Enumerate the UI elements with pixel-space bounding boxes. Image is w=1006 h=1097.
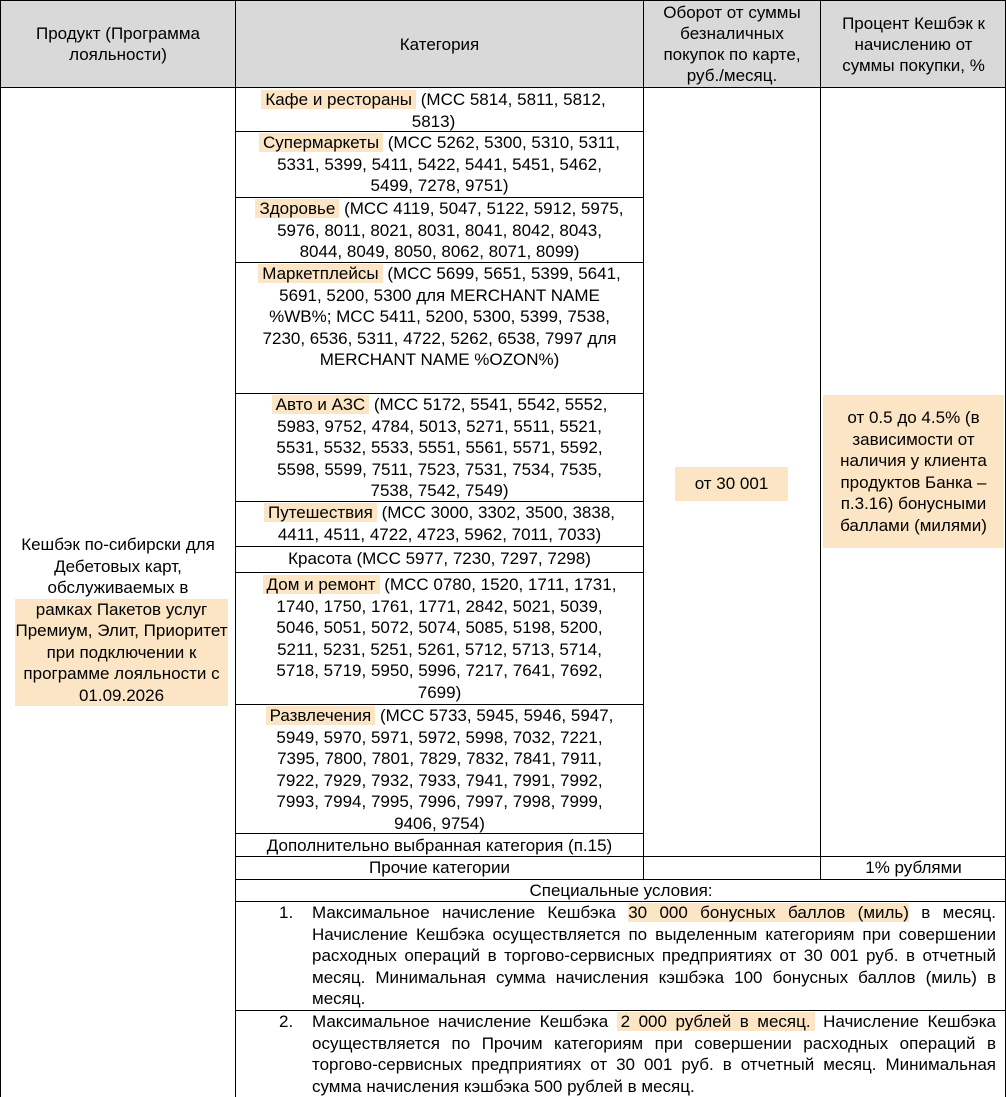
border-header-bottom (0, 87, 1006, 88)
item-text: в месяц. Начисление Кешбэка осуществляется по выделенным категориям при совершении расходных операций в торгово-сервисных предприятиях от 30 001 руб. в отчетный месяц. Минимальная сумма начисления кэшбэка 100 бонусных баллов (миль) в месяц. (312, 903, 996, 1008)
category-auto (236, 394, 643, 502)
border-row (236, 704, 643, 705)
border-col3 (820, 0, 821, 879)
special-title (236, 880, 1006, 902)
percent-other-label: 1% рублями (865, 858, 962, 877)
other-categories-label: Прочие категории (369, 858, 510, 877)
category-codes: Дополнительно выбранная категория (п.15) (266, 836, 613, 855)
header-turnover (643, 0, 821, 88)
category-codes: (MCC 5699, 5651, 5399, 5641, 5691, 5200, 5300 для MERCHANT NAME %WB%; MCC 5411, 5200, 5300, 5399, 7538, 7230, 6536, 5311, 4722, 5262, 6538, 7997 для MERCHANT NAME %OZON%) (262, 264, 621, 369)
category-cafe (236, 89, 643, 132)
turnover-value (675, 467, 788, 501)
header-percent-label: Процент Кешбэк к начислению от суммы покупки, % (842, 13, 985, 75)
special-item-2 (236, 1011, 1006, 1097)
category-home (236, 574, 643, 703)
special-item-1 (236, 902, 1006, 1010)
category-marketplaces (236, 263, 643, 371)
percent-main (823, 395, 1004, 548)
product-description (0, 534, 236, 706)
item-text: Максимальное начисление Кешбэка (312, 903, 629, 922)
item-number: 1. (279, 903, 294, 922)
border-row (236, 572, 643, 573)
category-name: Путешествия (264, 503, 377, 522)
border-row (236, 262, 643, 263)
category-health (236, 198, 643, 263)
border-col1 (235, 0, 236, 1097)
header-percent (821, 0, 1006, 88)
category-codes: (MCC 0780, 1520, 1711, 1731, 1740, 1750, 1761, 1771, 2842, 5021, 5039, 5046, 5051, 5072, 5074, 5085, 5198, 5200, 5211, 5231, 5251, 5261, 5712, 5713, 5714, 5718, 5719, 5950, 5996, 7217, 7641, 7692, 7699) (276, 575, 617, 702)
category-codes: (MCC 5262, 5300, 5310, 5311, 5331, 5399, 5411, 5422, 5441, 5451, 5462, 5499, 7278, 9751) (277, 133, 620, 195)
border-row (236, 856, 1006, 857)
item-highlight: 2 000 рублей в месяц. (617, 1012, 815, 1031)
percent-other (821, 857, 1006, 879)
category-name: Авто и АЗС (272, 395, 370, 414)
header-category (236, 0, 643, 88)
item-body (312, 902, 996, 1010)
item-text: Максимальное начисление Кешбэка (312, 1012, 617, 1031)
border-top (0, 0, 1006, 1)
header-product-label: Продукт (Программа лояльности) (35, 24, 201, 64)
category-supermarkets (236, 132, 643, 197)
border-left (0, 0, 1, 1097)
turnover-label: от 30 001 (675, 467, 788, 501)
category-name: Дом и ремонт (263, 575, 380, 594)
border-row (236, 501, 643, 502)
product-line-2 (15, 599, 228, 707)
category-codes: (MCC 5814, 5811, 5812, 5813) (411, 90, 606, 131)
category-beauty (236, 548, 643, 570)
item-body (312, 1011, 996, 1097)
category-additional (236, 835, 643, 857)
item-highlight: 30 000 бонусных баллов (миль) (628, 903, 909, 922)
special-title-label: Специальные условия: (529, 881, 713, 900)
border-row (236, 1010, 1006, 1011)
item-number: 2. (279, 1012, 294, 1031)
category-name: Здоровье (255, 199, 339, 218)
product-line-1: Кешбэк по-сибирски для Дебетовых карт, обслуживаемых в (21, 535, 215, 597)
border-row (236, 546, 643, 547)
border-row (236, 879, 1006, 880)
header-product (0, 0, 236, 88)
border-col2 (643, 0, 644, 879)
category-codes: (MCC 4119, 5047, 5122, 5912, 5975, 5976, 8011, 8021, 8031, 8041, 8042, 8043, 8044, 8049, 8050, 8062, 8071, 8099) (277, 199, 624, 261)
category-name: Кафе и рестораны (261, 90, 416, 109)
percent-main-label: от 0.5 до 4.5% (в зависимости от наличия у клиента продуктов Банка – п.3.16) бонусными баллами (милями) (840, 408, 987, 535)
border-row (236, 393, 643, 394)
header-category-label: Категория (399, 34, 480, 54)
border-row (236, 131, 643, 132)
header-turnover-label: Оборот от суммы безналичных покупок по карте, руб./месяц. (663, 3, 801, 85)
category-name: Развлечения (266, 706, 376, 725)
category-codes: (MCC 5172, 5541, 5542, 5552, 5983, 9752, 4784, 5013, 5271, 5511, 5521, 5531, 5532, 5533, 5551, 5561, 5571, 5592, 5598, 5599, 7511, 7523, 7531, 7534, 7535, 7538, 7542, 7549) (276, 395, 608, 500)
category-codes: Красота (MCC 5977, 7230, 7297, 7298) (288, 549, 591, 568)
category-entertainment (236, 705, 643, 834)
category-name: Маркетплейсы (258, 264, 382, 283)
border-row (236, 197, 643, 198)
category-codes: (MCC 3000, 3302, 3500, 3838, 4411, 4511, 4722, 4723, 5962, 7011, 7033) (277, 503, 616, 544)
item-text: Начисление Кешбэка осуществляется по Прочим категориям при совершении расходных операций в торгово-сервисных предприятиях от 30 001 руб. в отчетный месяц. Минимальная сумма начисления кэшбэка 500 рублей в месяц. (312, 1012, 996, 1096)
product-highlight: рамках Пакетов услуг Премиум, Элит, Приоритет при подключении к программе лояльности с 01.09.2026 (15, 599, 228, 705)
border-row (236, 901, 1006, 902)
category-codes: (MCC 5733, 5945, 5946, 5947, 5949, 5970, 5971, 5972, 5998, 7032, 7221, 7395, 7800, 7801, 7829, 7832, 7841, 7911, 7922, 7929, 7932, 7933, 7941, 7991, 7992, 7993, 7994, 7995, 7996, 7997, 7998, 7999, 9406, 9754) (276, 706, 614, 833)
category-name: Супермаркеты (259, 133, 383, 152)
category-travel (236, 502, 643, 545)
border-row (236, 833, 643, 834)
category-other (236, 857, 643, 879)
